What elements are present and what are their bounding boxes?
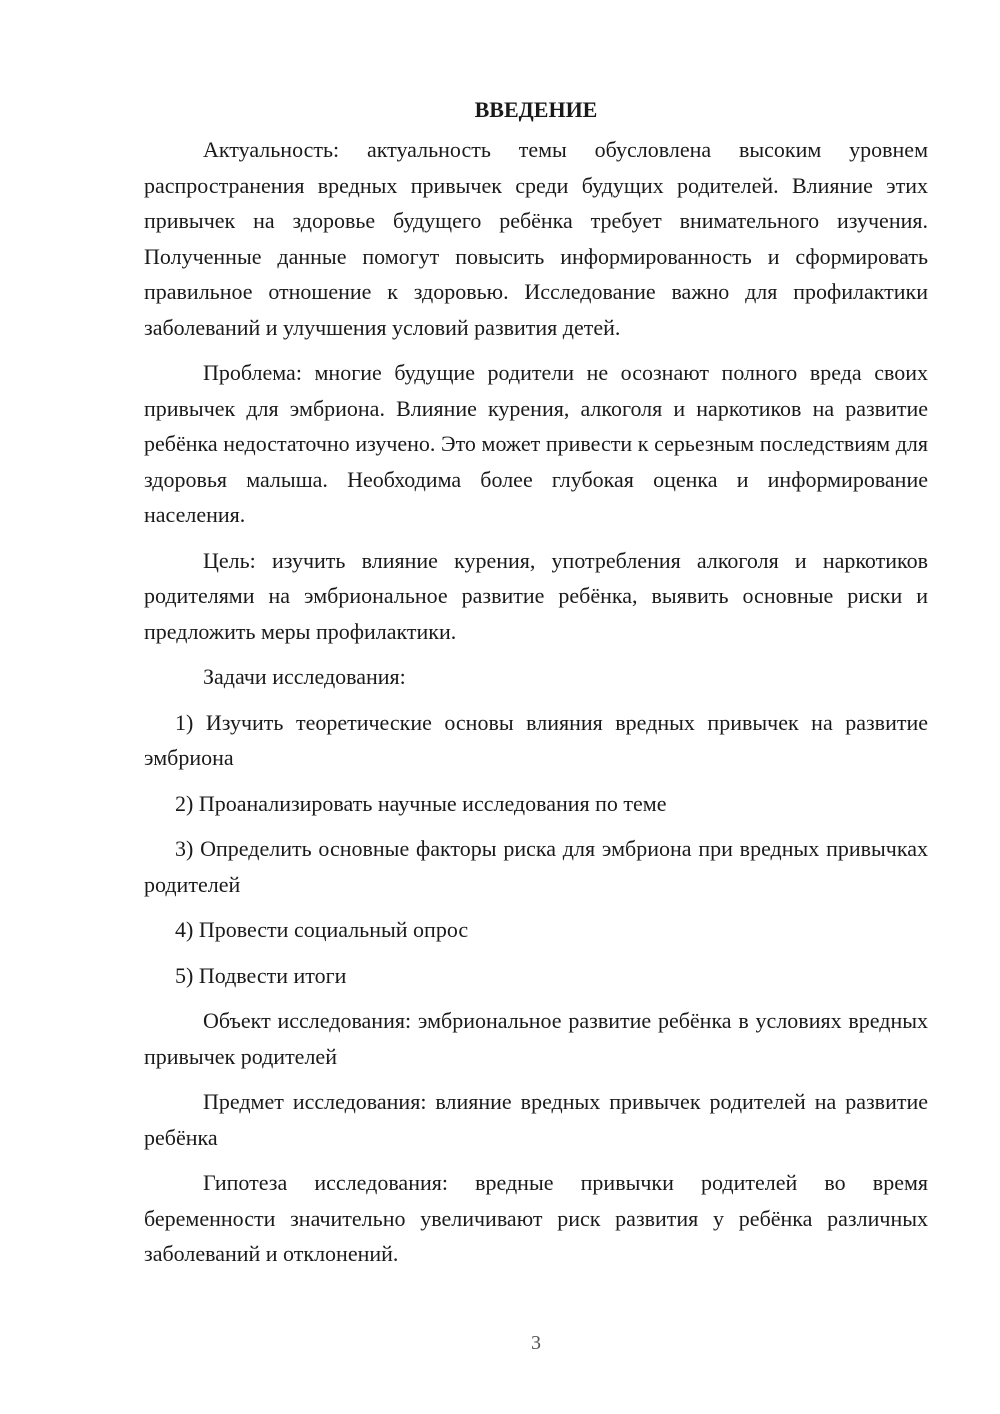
task-item-1: 1) Изучить теоретические основы влияния вредных привычек на развитие эмбриона xyxy=(144,709,928,770)
paragraph-relevance: Актуальность: актуальность темы обусловлена высоким уровнем распространения вредных привычек среди будущих родителей. Влияние этих привычек на здоровье будущего ребёнка требует внимательного изучения. Полученные данные помогут повысить информированность и сформировать правильное отношение к здоровью. Исследование важно для профилактики заболеваний и улучшения условий развития детей. xyxy=(144,137,928,340)
task-item-5: 5) Подвести итоги xyxy=(175,962,347,988)
paragraph-subject: Предмет исследования: влияние вредных привычек родителей на развитие ребёнка xyxy=(144,1089,928,1150)
paragraph-hypothesis: Гипотеза исследования: вредные привычки родителей во время беременности значительно увеличивают риск развития у ребёнка различных заболеваний и отклонений. xyxy=(144,1170,928,1266)
paragraph-tasks-title: Задачи исследования: xyxy=(203,664,406,689)
paragraph-problem: Проблема: многие будущие родители не осознают полного вреда своих привычек для эмбриона. Влияние курения, алкоголя и наркотиков на развитие ребёнка недостаточно изучено. Это может привести к серьезным последствиям для здоровья малыша. Необходима более глубокая оценка и информирование населения. xyxy=(144,360,928,527)
task-item-2: 2) Проанализировать научные исследования по теме xyxy=(175,790,667,816)
paragraph-object: Объект исследования: эмбриональное развитие ребёнка в условиях вредных привычек родителей xyxy=(144,1008,928,1069)
paragraph-goal: Цель: изучить влияние курения, употребления алкоголя и наркотиков родителями на эмбриональное развитие ребёнка, выявить основные риски и предложить меры профилактики. xyxy=(144,547,928,644)
task-item-4: 4) Провести социальный опрос xyxy=(175,917,469,942)
page-number: 3 xyxy=(531,1332,541,1354)
section-heading: ВВЕДЕНИЕ xyxy=(474,97,598,122)
document-page xyxy=(144,92,928,1282)
task-item-3: 3) Определить основные факторы риска для эмбриона при вредных привычках родителей xyxy=(144,836,928,897)
